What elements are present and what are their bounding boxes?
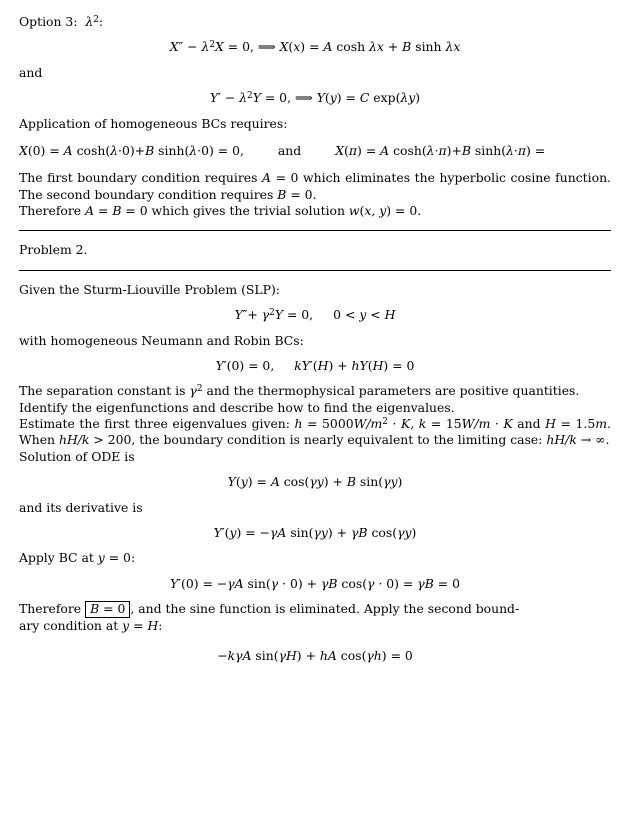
apply-bc-label: Apply BC at y = 0: — [19, 550, 136, 566]
paragraph-trivial-solution: Therefore A = B = 0 which gives the trivial solution w(x, y) = 0. — [19, 203, 422, 218]
paragraph-identify-eigenfunctions: Identify the eigenfunctions and describe how to find the eigenvalues. — [19, 399, 455, 415]
bcs-intro: with homogeneous Neumann and Robin BCs: — [19, 332, 304, 348]
boxed-result: B = 0 — [85, 601, 130, 618]
divider-bottom — [19, 270, 611, 271]
problem-2-heading: Problem 2. — [19, 242, 88, 258]
paragraph-apply-second-bc: ary condition at y = H: — [19, 617, 163, 633]
option3-heading: Option 3: $\lambda^2$: — [19, 14, 104, 29]
equation-final: −kγA sin(γH) + hA cos(γh) = 0 — [217, 648, 413, 664]
paragraph-separation-constant: The separation constant is $\gamma^2$ and the thermophysical parameters are positive quantities. — [19, 383, 580, 399]
equation-slp: $Y''+ \gamma^2Y = 0$, 0 < y < H — [234, 307, 396, 323]
derivative-intro: and its derivative is — [19, 499, 143, 515]
bc-intro: Application of homogeneous BCs requires: — [19, 115, 288, 131]
bc-equation-line: X(0) = A cosh(λ·0)+B sinh(λ·0) = 0, and X(π) = A cosh(λ·π)+B sinh(λ·π) = — [19, 142, 546, 158]
paragraph-therefore-boxed — [19, 601, 611, 618]
equation-y-derivative: Y′(y) = −γA sin(γy) + γB cos(γy) — [213, 524, 417, 540]
therefore-prefix: Therefore — [19, 601, 82, 616]
equation-bcs: Y′(0) = 0, kY′(H) + hY(H) = 0 — [215, 357, 415, 373]
slp-intro: Given the Sturm-Liouville Problem (SLP): — [19, 281, 280, 297]
equation-y-ode: $Y' - \lambda^2Y = 0$, ⟹ Y(y) = C exp(λy) — [209, 90, 421, 106]
divider-top — [19, 230, 611, 231]
therefore-suffix: , and the sine function is eliminated. Apply the second bound- — [130, 601, 520, 616]
paragraph-first-bc: The first boundary condition requires A = 0 which eliminates the hyperbolic cosine function. The second boundary condition requires B = 0. — [19, 170, 611, 202]
paragraph-solution-ode: Solution of ODE is — [19, 448, 135, 464]
and-label-1: and — [19, 64, 43, 80]
paragraph-estimate-eigenvalues: Estimate the first three eigenvalues given: $h = 5000W/m^2 \cdot K$, k = 15W/m · K and H = 1.5m. When hH/k > 200, the boundary condition is nearly equivalent to the limiting case: hH/k → ∞. — [19, 416, 611, 448]
equation-x-ode: $X'' - \lambda^2X = 0$, ⟹ X(x) = A cosh λx + B sinh λx — [169, 39, 461, 55]
equation-y-solution: Y(y) = A cos(γy) + B sin(γy) — [227, 474, 403, 490]
equation-bc-at-zero: Y′(0) = −γA sin(γ · 0) + γB cos(γ · 0) = γB = 0 — [170, 575, 460, 591]
